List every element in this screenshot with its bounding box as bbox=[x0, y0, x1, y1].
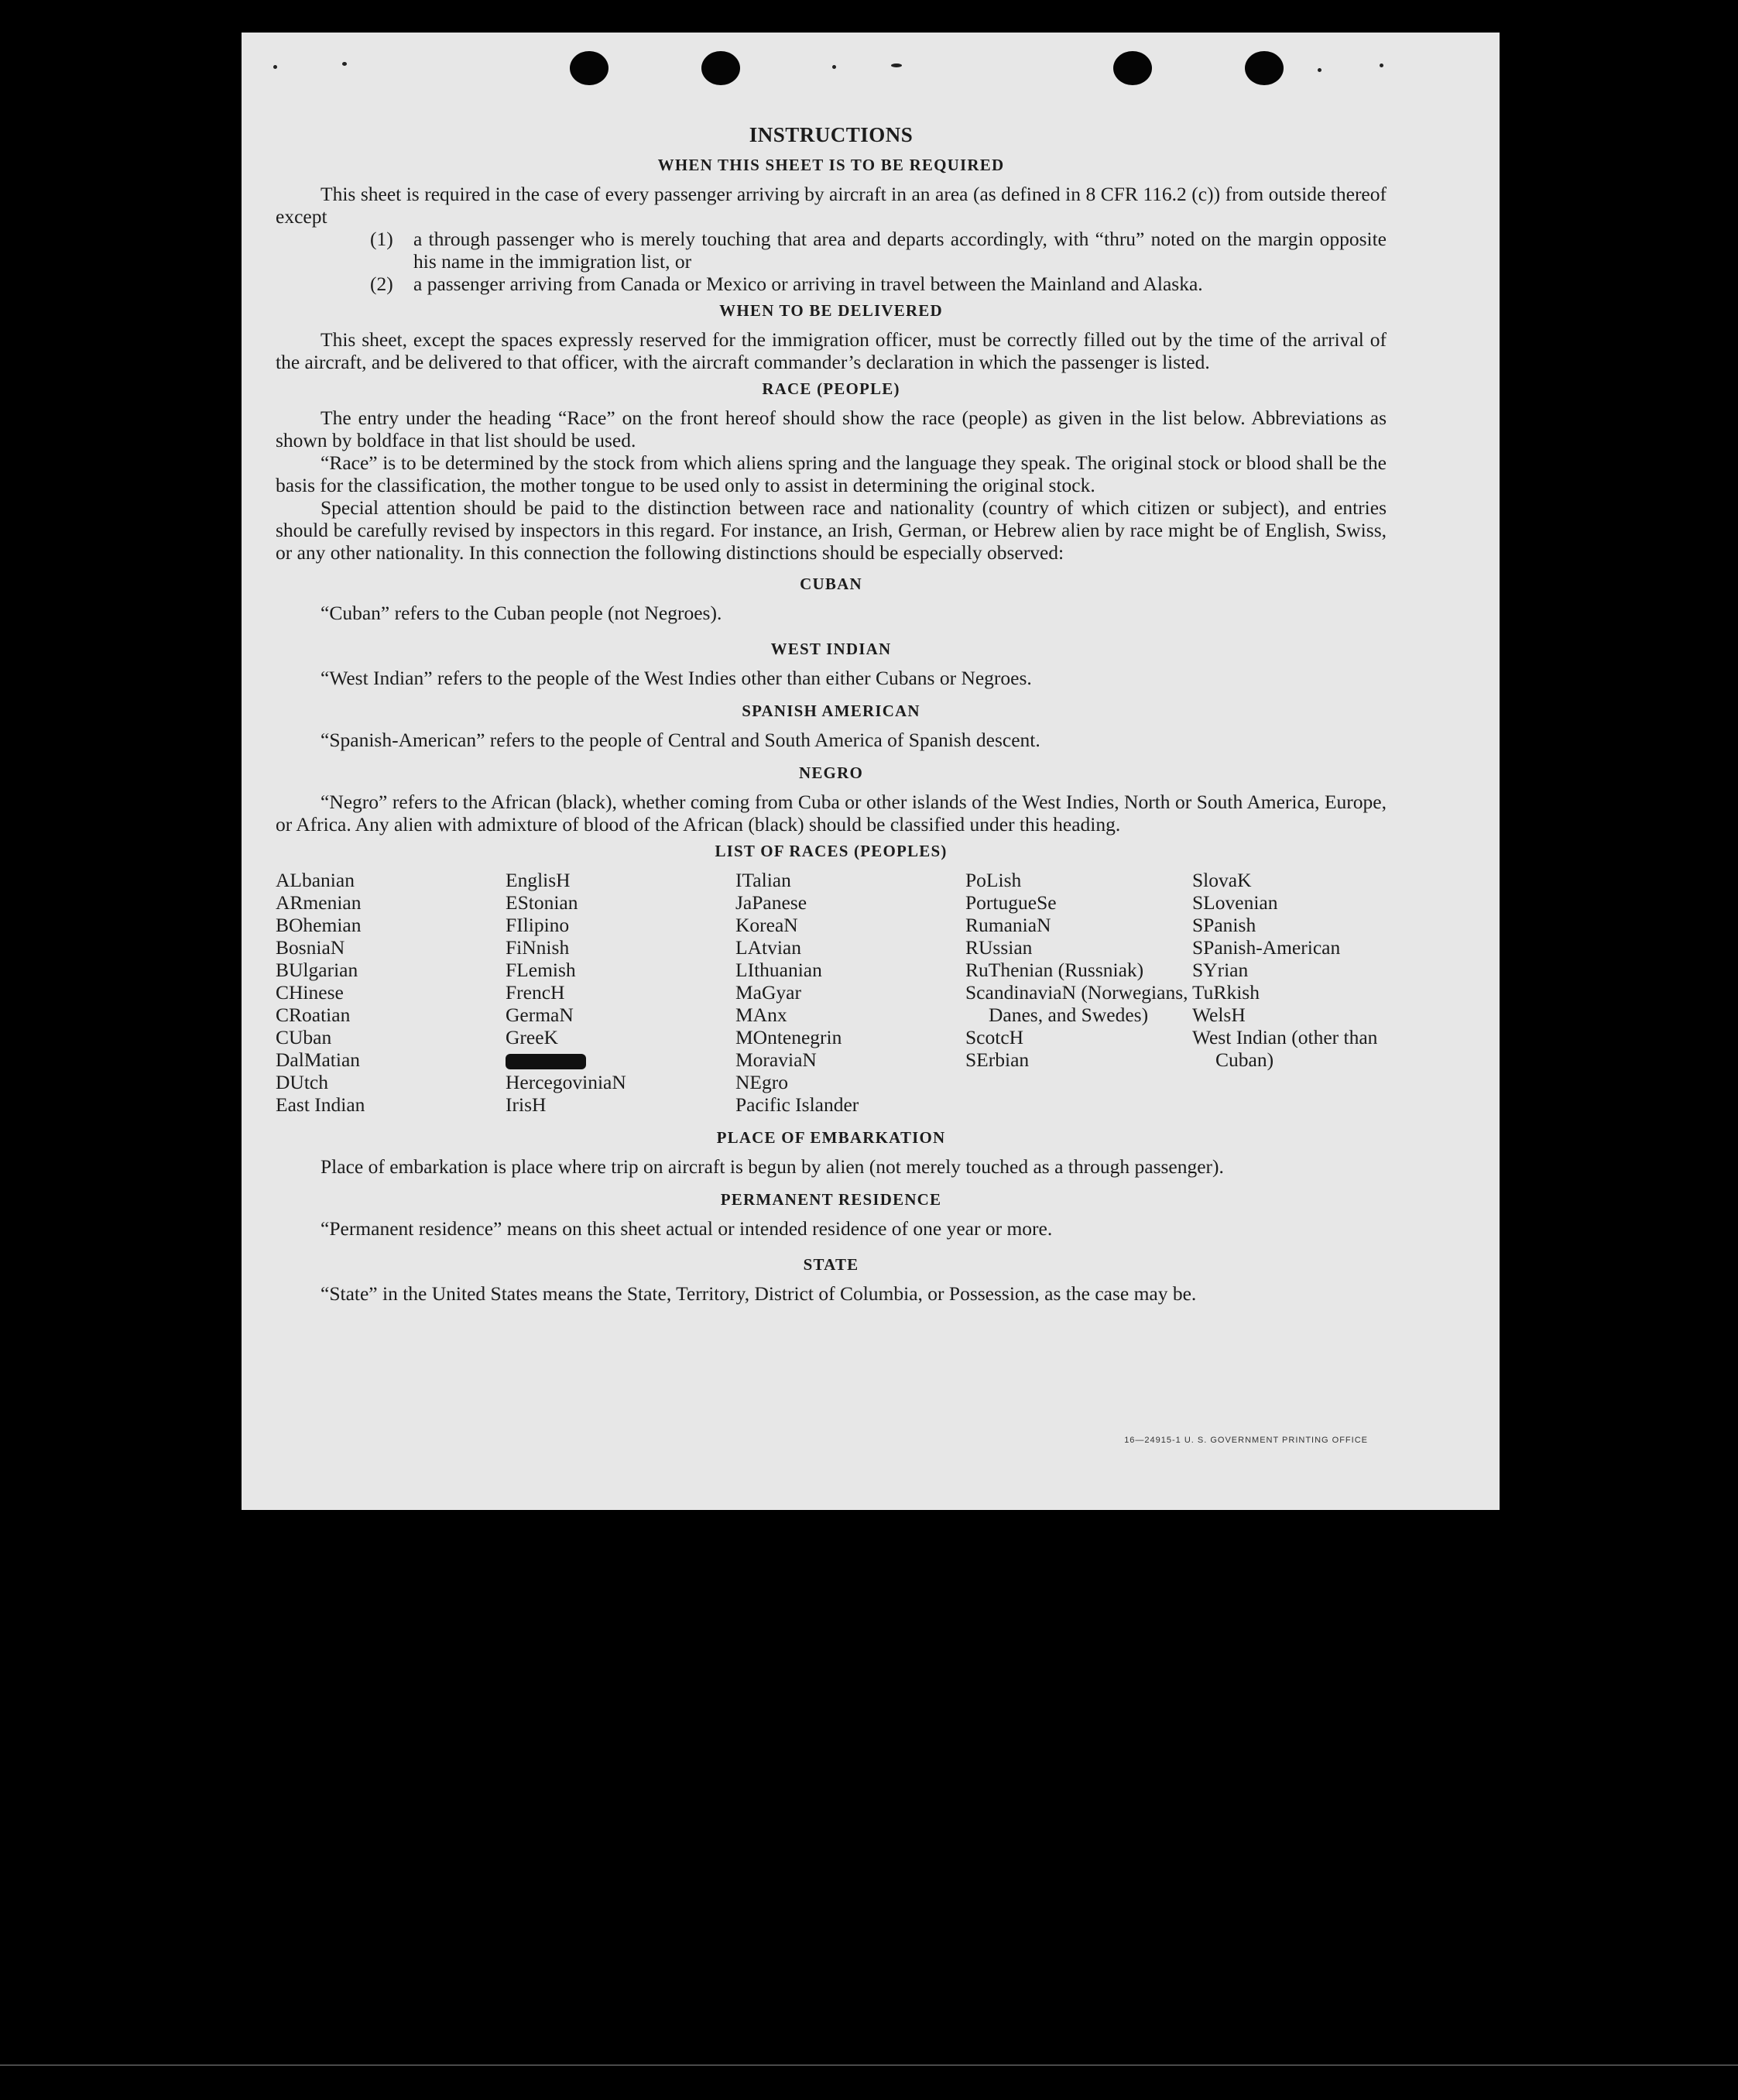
race-entry: RuThenian (Russniak) bbox=[965, 959, 1144, 981]
race-paragraph-3: Special attention should be paid to the distinction between race and nationality (country of which citizen or subject), and entries should be carefully revised by inspectors in this regard. For instance, an Irish, German, or Hebrew alien by race might be of English, Swiss, or any other nationality. In this connection the following distinctions should be especially observed: bbox=[276, 496, 1387, 564]
race-entry: FiNnish bbox=[506, 936, 570, 959]
document-title: INSTRUCTIONS bbox=[749, 123, 914, 146]
race-entry: EStonian bbox=[506, 891, 578, 914]
heading-spanish-american: SPANISH AMERICAN bbox=[742, 702, 920, 720]
race-entry: MaGyar bbox=[735, 981, 801, 1004]
race-entry: FIlipino bbox=[506, 914, 570, 936]
redaction-mark bbox=[506, 1054, 586, 1069]
race-entry: WelsH bbox=[1192, 1004, 1246, 1026]
speck bbox=[891, 63, 902, 67]
race-entry: ITalian bbox=[735, 869, 791, 891]
speck bbox=[273, 65, 277, 69]
race-entry: NEgro bbox=[735, 1071, 788, 1093]
when-delivered-text: This sheet, except the spaces expressly reserved for the immigration officer, must be correctly filled out by the time of the arrival of the aircraft, and be delivered to that officer, with the aircraft commander’s declaration in which the passenger is listed. bbox=[276, 328, 1387, 373]
race-entry: Pacific Islander bbox=[735, 1093, 859, 1116]
race-entry: GermaN bbox=[506, 1004, 574, 1026]
exception-item bbox=[370, 273, 1387, 295]
punch-hole bbox=[570, 51, 608, 85]
heading-west-indian: WEST INDIAN bbox=[770, 640, 892, 658]
race-entry: MAnx bbox=[735, 1004, 787, 1026]
races-column bbox=[276, 869, 506, 1116]
race-entry: SErbian bbox=[965, 1048, 1030, 1071]
exception-number: (1) bbox=[370, 228, 393, 250]
race-entry: JaPanese bbox=[735, 891, 807, 914]
race-entry: LIthuanian bbox=[735, 959, 822, 981]
race-entry: HercegoviniaN bbox=[506, 1071, 626, 1093]
race-entry: ScotcH bbox=[965, 1026, 1024, 1048]
west-indian-text: “West Indian” refers to the people of the West Indies other than either Cubans or Negroes. bbox=[321, 667, 1032, 689]
exception-text: a passenger arriving from Canada or Mexico or arriving in travel between the Mainland and Alaska. bbox=[413, 273, 1203, 295]
race-entry: SPanish-American bbox=[1192, 936, 1341, 959]
race-entry: FrencH bbox=[506, 981, 565, 1004]
heading-state: STATE bbox=[803, 1255, 859, 1274]
heading-race: RACE (PEOPLE) bbox=[762, 379, 900, 398]
permanent-residence-text: “Permanent residence” means on this sheet actual or intended residence of one year or more. bbox=[321, 1217, 1053, 1240]
race-entry: TuRkish bbox=[1192, 981, 1260, 1004]
race-entry: RumaniaN bbox=[965, 914, 1051, 936]
race-entry: BosniaN bbox=[276, 936, 345, 959]
printing-office-note: 16—24915-1 U. S. GOVERNMENT PRINTING OFFICE bbox=[1124, 1436, 1368, 1445]
race-entry: SlovaK bbox=[1192, 869, 1252, 891]
races-column bbox=[1192, 869, 1387, 1116]
race-entry: CRoatian bbox=[276, 1004, 351, 1026]
exception-item bbox=[370, 228, 1387, 273]
race-entry: ARmenian bbox=[276, 891, 362, 914]
races-list bbox=[276, 869, 1387, 1116]
embarkation-text: Place of embarkation is place where trip on aircraft is begun by alien (not merely touched as a through passenger). bbox=[321, 1155, 1224, 1178]
exception-text: a through passenger who is merely touching that area and departs accordingly, with “thru” noted on the margin opposite his name in the immigration list, or bbox=[413, 228, 1387, 273]
race-entry: GreeK bbox=[506, 1026, 558, 1048]
race-entry: SPanish bbox=[1192, 914, 1256, 936]
race-entry: DalMatian bbox=[276, 1048, 361, 1071]
heading-when-required: WHEN THIS SHEET IS TO BE REQUIRED bbox=[657, 156, 1005, 174]
race-entry-redacted bbox=[506, 1048, 735, 1071]
speck bbox=[1380, 63, 1383, 67]
heading-list-of-races: LIST OF RACES (PEOPLES) bbox=[715, 842, 948, 860]
exception-number: (2) bbox=[370, 273, 393, 295]
race-entry: FLemish bbox=[506, 959, 576, 981]
punch-hole bbox=[1113, 51, 1152, 85]
race-entry: BOhemian bbox=[276, 914, 362, 936]
race-entry: CUban bbox=[276, 1026, 332, 1048]
race-entry: EnglisH bbox=[506, 869, 571, 891]
heading-permanent-residence: PERMANENT RESIDENCE bbox=[720, 1190, 942, 1209]
race-entry: DUtch bbox=[276, 1071, 328, 1093]
race-paragraph-2: “Race” is to be determined by the stock from which aliens spring and the language they speak. The original stock or blood shall be the basis for the classification, the mother tongue to be used only to assist in determining the original stock. bbox=[276, 451, 1387, 496]
speck bbox=[832, 65, 836, 69]
race-entry: KoreaN bbox=[735, 914, 798, 936]
race-entry: MOntenegrin bbox=[735, 1026, 842, 1048]
race-entry: RUssian bbox=[965, 936, 1033, 959]
race-entry: SLovenian bbox=[1192, 891, 1278, 914]
race-entry: IrisH bbox=[506, 1093, 547, 1116]
races-column bbox=[965, 869, 1192, 1116]
speck bbox=[1318, 68, 1321, 72]
race-paragraph-1: The entry under the heading “Race” on the front hereof should show the race (people) as given in the list below. Abbreviations as shown by boldface in that list should be used. bbox=[276, 407, 1387, 451]
punch-hole bbox=[701, 51, 740, 85]
race-entry: PortugueSe bbox=[965, 891, 1057, 914]
race-entry: LAtvian bbox=[735, 936, 801, 959]
race-entry: West Indian (other than Cuban) bbox=[1192, 1026, 1378, 1071]
when-required-intro: This sheet is required in the case of every passenger arriving by aircraft in an area (as defined in 8 CFR 116.2 (c)) from outside thereof except bbox=[276, 183, 1387, 228]
punch-hole bbox=[1245, 51, 1284, 85]
heading-when-delivered: WHEN TO BE DELIVERED bbox=[719, 301, 943, 320]
heading-negro: NEGRO bbox=[798, 763, 863, 782]
spanish-american-text: “Spanish-American” refers to the people of Central and South America of Spanish descent. bbox=[321, 729, 1040, 751]
race-entry: BUlgarian bbox=[276, 959, 358, 981]
race-entry: SYrian bbox=[1192, 959, 1249, 981]
races-column bbox=[735, 869, 965, 1116]
state-text: “State” in the United States means the State, Territory, District of Columbia, or Possession, as the case may be. bbox=[321, 1282, 1197, 1305]
race-entry: ScandinaviaN (Norwegians, Danes, and Swedes) bbox=[965, 981, 1188, 1026]
heading-cuban: CUBAN bbox=[800, 575, 862, 593]
heading-embarkation: PLACE OF EMBARKATION bbox=[716, 1128, 946, 1147]
instructions-content bbox=[276, 124, 1387, 1305]
race-entry: ALbanian bbox=[276, 869, 355, 891]
race-entry: PoLish bbox=[965, 869, 1022, 891]
scan-edge-line bbox=[0, 2064, 1738, 2066]
race-entry: East Indian bbox=[276, 1093, 365, 1116]
race-entry: CHinese bbox=[276, 981, 344, 1004]
document-sheet bbox=[242, 33, 1500, 1510]
speck bbox=[342, 62, 347, 66]
negro-text: “Negro” refers to the African (black), whether coming from Cuba or other islands of the West Indies, North or South America, Europe, or Africa. Any alien with admixture of blood of the African (black) should be classified under this heading. bbox=[276, 791, 1387, 836]
cuban-text: “Cuban” refers to the Cuban people (not Negroes). bbox=[321, 602, 722, 624]
races-column bbox=[506, 869, 735, 1116]
race-entry: MoraviaN bbox=[735, 1048, 817, 1071]
